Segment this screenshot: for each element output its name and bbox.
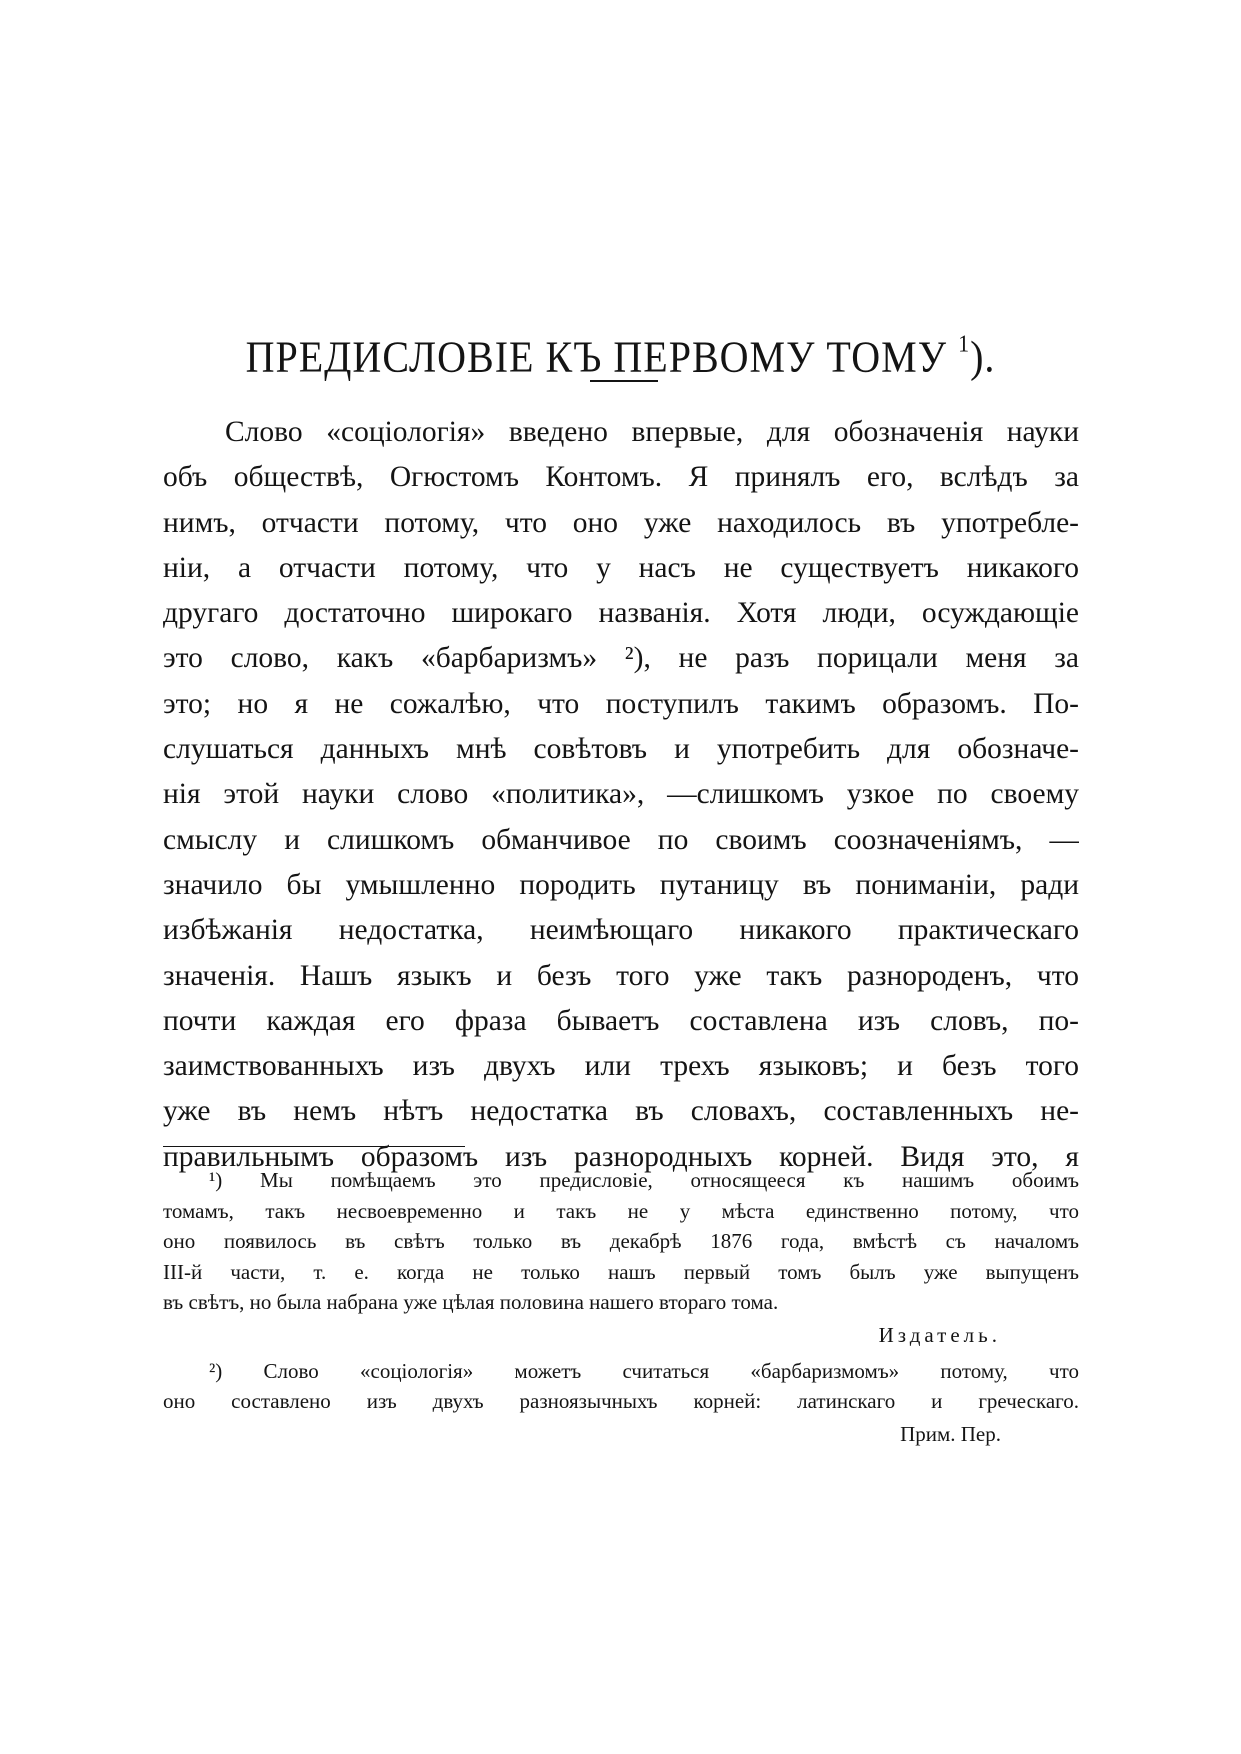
- footnotes: [163, 1165, 1079, 1451]
- footnote-divider: [163, 1146, 465, 1147]
- text-line: избѣжанія недостатка, неимѣющаго никакого практическаго: [163, 914, 1079, 947]
- footnote-1-line: III-й части, т. е. когда не только нашъ первый томъ былъ уже выпущенъ: [163, 1259, 1079, 1284]
- text-line: Слово «соціологія» введено впервые, для обозначенія науки: [225, 416, 1079, 448]
- text-line: это; но я не сожалѣю, что поступилъ такимъ образомъ. По-: [163, 687, 1079, 720]
- text-line: нимъ, отчасти потому, что оно уже находилось въ употребле-: [163, 506, 1079, 539]
- footnote-2-signature: Прим. Пер.: [900, 1421, 1001, 1446]
- footnote-2-line: ²) Слово «соціологія» можетъ считаться «барбаризмомъ» потому, что: [209, 1358, 1079, 1383]
- text-line: значило бы умышленно породить путаницу въ пониманіи, ради: [163, 868, 1079, 901]
- footnote-ref-1: 1: [958, 328, 971, 357]
- text-line: нія этой науки слово «политика», —слишкомъ узкое по своему: [163, 778, 1079, 811]
- text-line: смыслу и слишкомъ обманчивое по своимъ соозначеніямъ, —: [163, 823, 1079, 856]
- text-line: заимствованныхъ изъ двухъ или трехъ языковъ; и безъ того: [163, 1050, 1079, 1083]
- text-line: объ обществѣ, Огюстомъ Контомъ. Я принялъ его, вслѣдъ за: [163, 461, 1079, 494]
- footnote-1-line: оно появилось въ свѣтъ только въ декабрѣ 1876 года, вмѣстѣ съ началомъ: [163, 1229, 1079, 1253]
- title-divider: [590, 380, 658, 382]
- text-line: уже въ немъ нѣтъ недостатка въ словахъ, составленныхъ не-: [163, 1095, 1079, 1128]
- text-line: правильнымъ образомъ изъ разнородныхъ корней. Видя это, я: [163, 1140, 1079, 1173]
- footnote-1-signature: Издатель.: [878, 1322, 1001, 1347]
- chapter-title-text: ПРЕДИСЛОВІЕ КЪ ПЕРВОМУ ТОМУ: [245, 331, 948, 382]
- text-line: это слово, какъ «барбаризмъ» ²), не разъ порицали меня за: [163, 642, 1079, 675]
- text-line: другаго достаточно широкаго названія. Хотя люди, осуждающіе: [163, 597, 1079, 630]
- text-line: ніи, а отчасти потому, что у насъ не существуетъ никакого: [163, 551, 1079, 584]
- text-line: почти каждая его фраза бываетъ составлена изъ словъ, по-: [163, 1004, 1079, 1037]
- chapter-title-closing: ).: [970, 331, 996, 382]
- footnote-1-line: въ свѣтъ, но была набрана уже цѣлая половина нашего втораго тома.: [163, 1290, 779, 1314]
- text-line: значенія. Нашъ языкъ и безъ того уже такъ разнороденъ, что: [163, 959, 1079, 992]
- text-line: слушаться данныхъ мнѣ совѣтовъ и употребить для обозначе-: [163, 733, 1079, 766]
- footnote-1-line: ¹) Мы помѣщаемъ это предисловіе, относящееся къ нашимъ обоимъ: [209, 1168, 1079, 1192]
- footnote-2-line: оно составлено изъ двухъ разноязычныхъ корней: латинскаго и греческаго.: [163, 1389, 1079, 1413]
- body-paragraph: [163, 410, 1079, 1180]
- chapter-title: [0, 329, 1241, 383]
- footnote-1-line: томамъ, такъ несвоевременно и такъ не у мѣста единственно потому, что: [163, 1198, 1079, 1223]
